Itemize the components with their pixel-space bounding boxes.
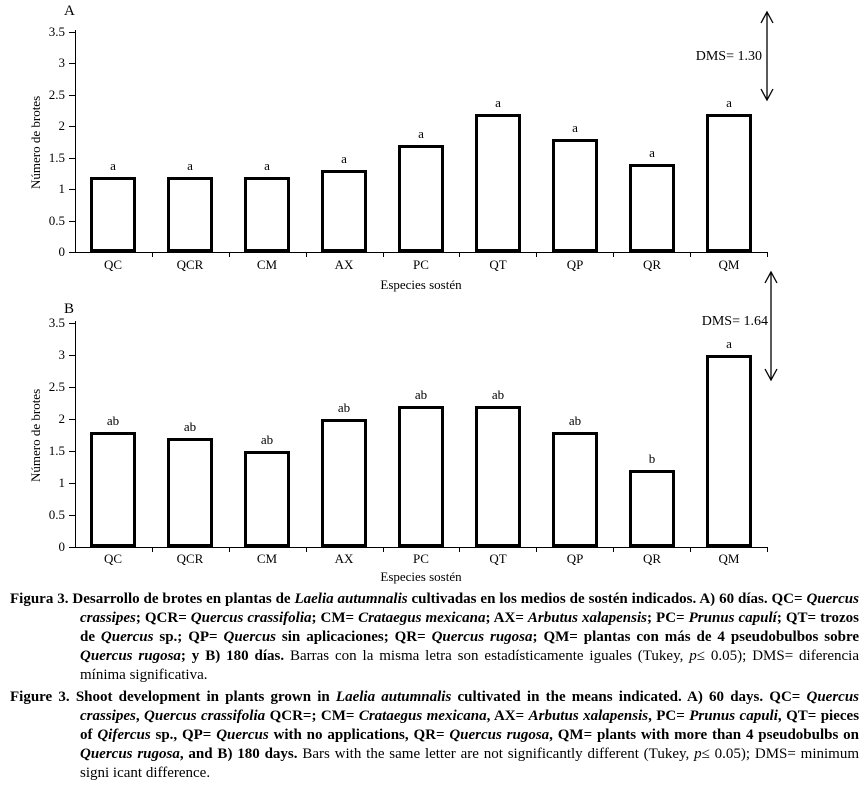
y-tick-label: 3 bbox=[58, 55, 65, 71]
caption-segment: Quercus rugosa bbox=[80, 746, 180, 762]
y-tick bbox=[69, 419, 75, 420]
dms-double-arrow-icon bbox=[758, 10, 776, 102]
x-tick bbox=[383, 252, 384, 257]
caption-segment: Barras con la misma letra son estadísticamente iguales (Tukey, bbox=[289, 648, 690, 664]
bar-CM bbox=[244, 177, 290, 252]
x-axis-title: Especies sostén bbox=[380, 277, 462, 292]
caption-segment: Quercus rugosa bbox=[80, 648, 181, 664]
bar-PC bbox=[398, 145, 444, 252]
caption-segment: Figure 3. bbox=[10, 689, 76, 705]
caption-segment: Quercus crassifolia bbox=[190, 610, 312, 626]
panel-label-A: A bbox=[64, 3, 75, 19]
x-tick bbox=[767, 547, 768, 552]
bar-PC bbox=[398, 406, 444, 547]
y-tick bbox=[69, 252, 75, 253]
bar-letter-PC: ab bbox=[414, 387, 428, 402]
bar-CM bbox=[244, 451, 290, 547]
caption-segment: , AX= bbox=[486, 708, 529, 724]
caption-segment: Arbutus xalapensis bbox=[528, 708, 649, 724]
x-tick bbox=[152, 547, 153, 552]
bar-QCR bbox=[167, 438, 213, 547]
caption-segment: Crataegus mexicana bbox=[358, 610, 486, 626]
caption-segment: Figura 3. bbox=[10, 591, 73, 607]
x-tick bbox=[306, 252, 307, 257]
y-tick-label: 1.5 bbox=[48, 149, 65, 165]
bar-letter-QC: ab bbox=[106, 413, 120, 428]
caption-segment: ≤ 0.05); DMS= diferencia mínima significativa. bbox=[80, 648, 860, 683]
caption-segment: , bbox=[135, 708, 145, 724]
category-label-QP: QP bbox=[566, 551, 584, 566]
y-tick-label: 1.5 bbox=[48, 443, 65, 458]
category-label-AX: AX bbox=[334, 257, 354, 272]
bar-letter-CM: a bbox=[264, 158, 270, 173]
y-tick bbox=[69, 221, 75, 222]
caption-segment: sp., QP= bbox=[150, 727, 217, 743]
bar-QC bbox=[90, 432, 136, 547]
bar-letter-QM: a bbox=[726, 95, 732, 110]
bar-QM bbox=[706, 355, 752, 547]
x-tick bbox=[690, 252, 691, 257]
bar-letter-QC: a bbox=[110, 158, 116, 173]
category-label-QT: QT bbox=[489, 257, 507, 272]
y-tick-label: 0 bbox=[58, 244, 65, 259]
x-tick bbox=[536, 547, 537, 552]
bar-letter-QR: b bbox=[648, 451, 656, 466]
y-tick-label: 2 bbox=[58, 118, 65, 134]
bar-letter-QT: ab bbox=[491, 387, 505, 402]
x-tick bbox=[613, 547, 614, 552]
bar-letter-QP: ab bbox=[568, 413, 582, 428]
category-label-QM: QM bbox=[718, 551, 740, 566]
caption-segment: Quercus bbox=[100, 629, 154, 645]
caption-segment: Bars with the same letter are not significantly different (Tukey, bbox=[302, 746, 695, 762]
y-tick bbox=[69, 158, 75, 159]
caption-segment: ; CM= bbox=[311, 610, 359, 626]
caption-segment: cultivated in the means indicated. A) 60 days. QC= bbox=[451, 689, 807, 705]
dms-double-arrow-icon bbox=[762, 270, 780, 382]
bar-letter-QR: a bbox=[649, 145, 655, 160]
bar-QR bbox=[629, 164, 675, 252]
caption-segment: QCR=; CM= bbox=[265, 708, 359, 724]
x-axis-title: Especies sostén bbox=[380, 569, 462, 584]
x-tick bbox=[690, 547, 691, 552]
y-tick-label: 3.5 bbox=[48, 24, 65, 39]
y-tick-label: 1 bbox=[58, 475, 65, 490]
caption-segment: Quercus bbox=[223, 629, 277, 645]
figure-caption-english bbox=[10, 688, 859, 783]
caption-segment: Laelia autumnalis bbox=[294, 591, 408, 607]
caption-segment: Desarrollo de brotes en plantas de bbox=[72, 591, 295, 607]
x-tick bbox=[229, 252, 230, 257]
y-tick bbox=[69, 547, 75, 548]
x-axis bbox=[75, 252, 768, 253]
caption-segment: ; QM= plantas con más de 4 pseudobulbos sobre bbox=[532, 629, 860, 645]
category-label-QC: QC bbox=[103, 257, 123, 272]
x-tick bbox=[229, 547, 230, 552]
x-tick bbox=[383, 547, 384, 552]
bar-letter-QCR: a bbox=[187, 158, 193, 173]
caption-segment: Quercus rugosa bbox=[431, 629, 533, 645]
y-tick bbox=[69, 483, 75, 484]
x-tick bbox=[536, 252, 537, 257]
bar-QM bbox=[706, 114, 752, 252]
y-axis-title: Número de brotes bbox=[28, 95, 43, 189]
caption-segment: Prunus capuli bbox=[689, 708, 778, 724]
figure-captions bbox=[10, 590, 859, 786]
y-tick bbox=[69, 323, 75, 324]
bar-QC bbox=[90, 177, 136, 252]
bar-QR bbox=[629, 470, 675, 547]
category-label-CM: CM bbox=[256, 257, 278, 272]
category-label-QT: QT bbox=[489, 551, 507, 566]
category-label-AX: AX bbox=[334, 551, 354, 566]
bar-AX bbox=[321, 419, 367, 547]
panel-label-B: B bbox=[64, 301, 75, 317]
y-axis bbox=[75, 321, 76, 548]
caption-segment: Crataegus mexicana bbox=[358, 708, 487, 724]
dms-label: DMS= 1.64 bbox=[701, 314, 768, 329]
bar-AX bbox=[321, 170, 367, 252]
y-tick-label: 3 bbox=[58, 347, 65, 362]
bar-QT bbox=[475, 406, 521, 547]
category-label-QCR: QCR bbox=[176, 551, 204, 566]
caption-segment: sp.; QP= bbox=[153, 629, 224, 645]
category-label-QR: QR bbox=[642, 551, 662, 566]
x-tick bbox=[459, 252, 460, 257]
bar-letter-QM: a bbox=[726, 336, 732, 351]
caption-segment: Quercus crassipes bbox=[80, 689, 860, 724]
caption-segment: , PC= bbox=[648, 708, 690, 724]
caption-segment: ≤ 0.05); DMS= minimum signi icant difference. bbox=[80, 746, 859, 781]
y-tick bbox=[69, 515, 75, 516]
y-tick-label: 3.5 bbox=[48, 315, 65, 330]
x-tick bbox=[613, 252, 614, 257]
bar-letter-PC: a bbox=[418, 126, 424, 141]
x-tick bbox=[306, 547, 307, 552]
bar-letter-QT: a bbox=[495, 95, 501, 110]
caption-segment: Laelia autumnalis bbox=[335, 689, 452, 705]
bar-letter-QP: a bbox=[572, 120, 578, 135]
y-tick bbox=[69, 355, 75, 356]
caption-segment: Quercus bbox=[216, 727, 269, 743]
caption-segment: , QT= pieces of bbox=[80, 708, 860, 743]
caption-segment: p bbox=[694, 746, 702, 762]
y-axis-title: Número de brotes bbox=[28, 388, 43, 482]
y-tick-label: 2.5 bbox=[48, 86, 65, 102]
category-label-PC: PC bbox=[413, 257, 429, 272]
caption-segment: Quercus crassifolia bbox=[144, 708, 266, 724]
bar-QCR bbox=[167, 177, 213, 252]
y-tick bbox=[69, 32, 75, 33]
y-tick-label: 0.5 bbox=[48, 212, 65, 228]
y-tick bbox=[69, 387, 75, 388]
caption-segment: ; QCR= bbox=[135, 610, 191, 626]
x-tick bbox=[152, 252, 153, 257]
caption-segment: ; PC= bbox=[647, 610, 689, 626]
y-tick-label: 0 bbox=[58, 539, 65, 554]
caption-segment: sin aplicaciones; QR= bbox=[276, 629, 432, 645]
x-tick bbox=[459, 547, 460, 552]
bar-letter-AX: ab bbox=[337, 400, 351, 415]
category-label-QP: QP bbox=[566, 257, 584, 272]
y-tick bbox=[69, 63, 75, 64]
bar-letter-CM: ab bbox=[260, 432, 274, 447]
bar-QP bbox=[552, 432, 598, 547]
y-tick bbox=[69, 451, 75, 452]
bar-QT bbox=[475, 114, 521, 252]
bar-letter-QCR: ab bbox=[183, 419, 197, 434]
caption-segment: ; QT= trozos de bbox=[80, 610, 859, 645]
category-label-QM: QM bbox=[718, 257, 740, 272]
caption-segment: with no applications, QR= bbox=[268, 727, 450, 743]
y-tick-label: 2.5 bbox=[48, 379, 65, 394]
bar-letter-AX: a bbox=[341, 151, 347, 166]
category-label-QCR: QCR bbox=[176, 257, 204, 272]
x-axis bbox=[75, 547, 768, 548]
caption-segment: , and B) 180 days. bbox=[179, 746, 303, 762]
y-tick-label: 1 bbox=[58, 181, 65, 197]
caption-segment: ; y B) 180 días. bbox=[180, 648, 290, 664]
category-label-QC: QC bbox=[103, 551, 123, 566]
y-tick bbox=[69, 126, 75, 127]
caption-segment: Prunus capulí bbox=[688, 610, 777, 626]
bar-QP bbox=[552, 139, 598, 252]
caption-segment: Shoot development in plants grown in bbox=[75, 689, 336, 705]
caption-segment: cultivadas en los medios de sostén indicados. A) 60 días. QC= bbox=[407, 591, 807, 607]
dms-label: DMS= 1.30 bbox=[695, 49, 762, 64]
category-label-CM: CM bbox=[256, 551, 278, 566]
caption-segment: Quercus rugosa bbox=[449, 727, 550, 743]
category-label-PC: PC bbox=[413, 551, 429, 566]
caption-segment: p bbox=[689, 648, 697, 664]
category-label-QR: QR bbox=[642, 257, 662, 272]
y-tick-label: 2 bbox=[58, 411, 65, 426]
y-tick-label: 0.5 bbox=[48, 507, 65, 522]
caption-segment: , QM= plants with more than 4 pseudobulbs on bbox=[549, 727, 860, 743]
y-tick bbox=[69, 189, 75, 190]
y-axis bbox=[75, 30, 76, 253]
caption-segment: Arbutus xalapensis bbox=[527, 610, 647, 626]
figure-caption-spanish bbox=[10, 590, 859, 685]
x-tick bbox=[767, 252, 768, 257]
caption-segment: Quercus crassipes bbox=[80, 591, 859, 626]
caption-segment: ; AX= bbox=[485, 610, 528, 626]
y-tick bbox=[69, 95, 75, 96]
caption-segment: Qifercus bbox=[97, 727, 151, 743]
